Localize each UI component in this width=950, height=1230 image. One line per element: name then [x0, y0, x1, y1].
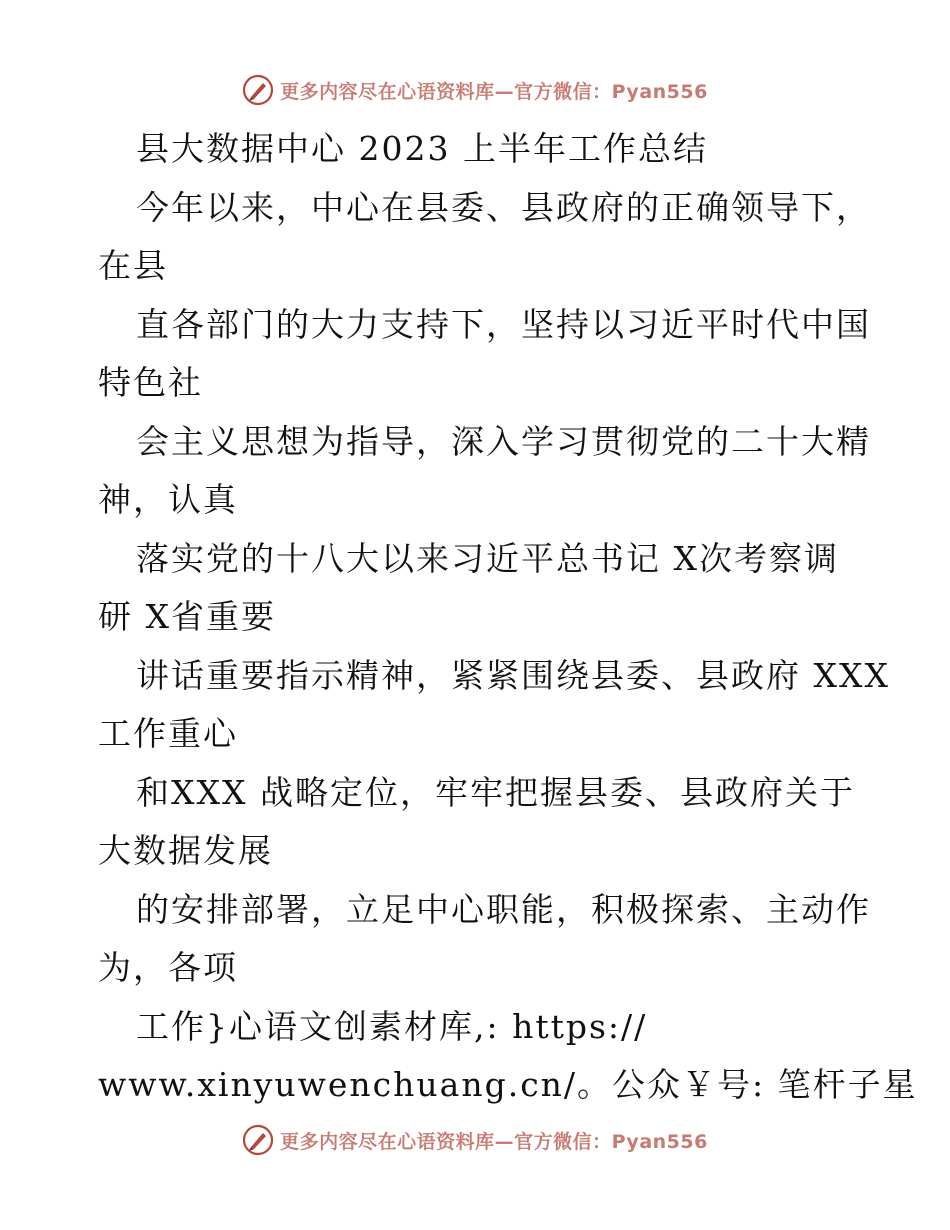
pen-logo-icon: [242, 74, 274, 106]
doc-line: 落实党的十八大以来习近平总书记 X次考察调: [136, 538, 839, 578]
doc-title: 县大数据中心 2023 上半年工作总结: [136, 129, 708, 168]
watermark-text: 更多内容尽在心语资料库—官方微信：Pyan556: [280, 80, 708, 103]
doc-line: 在县: [98, 246, 168, 285]
doc-line: 直各部门的大力支持下，坚持以习近平时代中国: [136, 304, 871, 344]
doc-line: 和XXX 战略定位，牢牢把握县委、县政府关于: [136, 772, 855, 812]
doc-line: 讲话重要指示精神，紧紧围绕县委、县政府 XXX: [136, 655, 890, 695]
doc-line: 工作重心: [98, 714, 238, 753]
doc-line: 大数据发展: [98, 831, 273, 870]
footer-watermark: [0, 1120, 950, 1160]
doc-line: 神，认真: [98, 480, 238, 519]
header-watermark: [0, 70, 950, 110]
document-body: [98, 120, 918, 1115]
watermark-text: 更多内容尽在心语资料库—官方微信：Pyan556: [280, 1130, 708, 1153]
doc-line: 为，各项: [98, 948, 238, 987]
doc-line: 工作}心语文创素材库,: https://: [136, 1006, 648, 1046]
doc-line: 会主义思想为指导，深入学习贯彻党的二十大精: [136, 421, 871, 461]
doc-line: 研 X省重要: [98, 597, 276, 636]
doc-line: 特色社: [98, 363, 203, 402]
pen-logo-icon: [242, 1124, 274, 1156]
doc-line: 的安排部署，立足中心职能，积极探索、主动作: [136, 889, 871, 929]
doc-line: www.xinyuwenchuang.cn/。公众￥号: 笔杆子星: [98, 1065, 918, 1104]
doc-line: 今年以来，中心在县委、县政府的正确领导下，: [136, 187, 871, 227]
